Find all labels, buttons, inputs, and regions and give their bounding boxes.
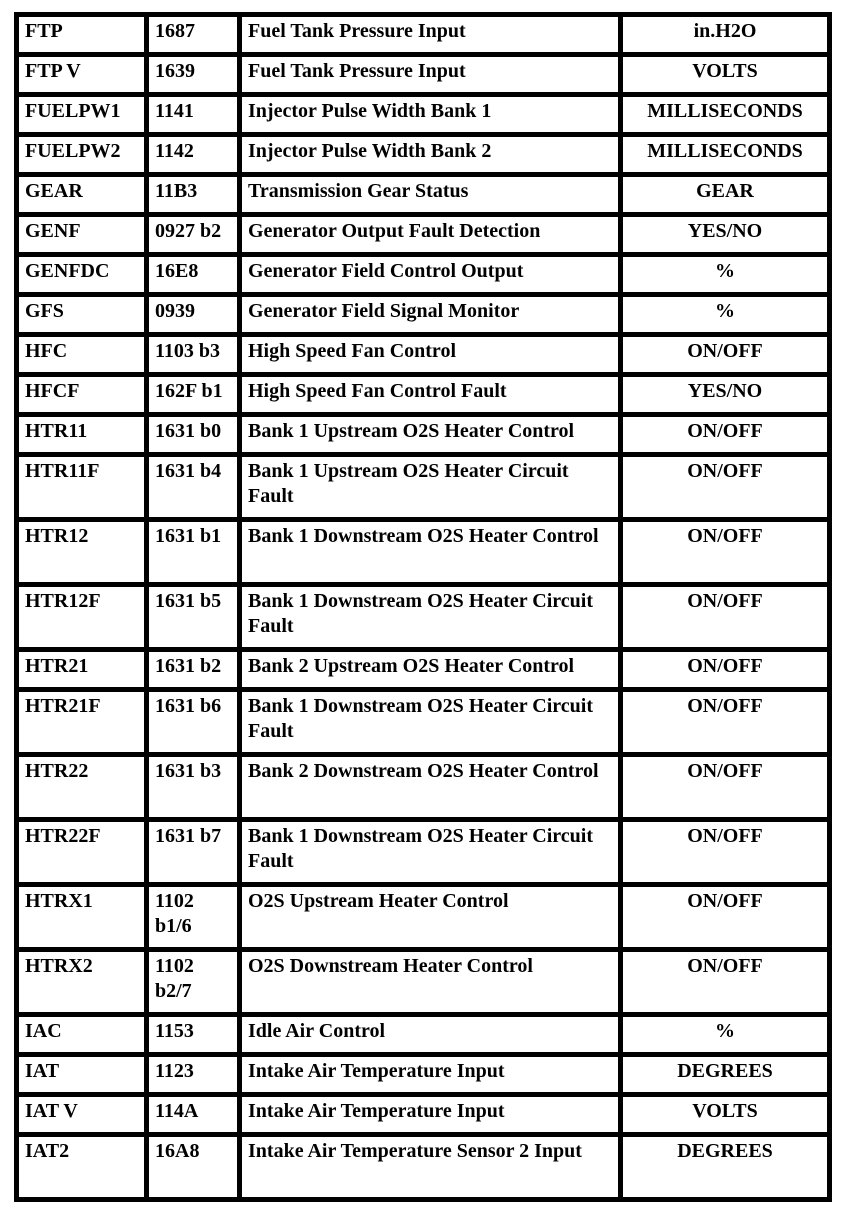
parameter-name-cell: IAC	[19, 1017, 144, 1052]
table-row	[19, 17, 827, 52]
address-cell: 1631 b0	[149, 417, 237, 452]
table-row	[19, 587, 827, 647]
parameter-name-cell: GEAR	[19, 177, 144, 212]
unit-cell: YES/NO	[623, 217, 827, 252]
description-cell: Bank 2 Upstream O2S Heater Control	[242, 652, 618, 687]
parameter-name-cell: HFCF	[19, 377, 144, 412]
description-cell: Fuel Tank Pressure Input	[242, 17, 618, 52]
unit-cell: ON/OFF	[623, 692, 827, 752]
address-cell: 1631 b1	[149, 522, 237, 582]
table-row	[19, 522, 827, 582]
unit-cell: ON/OFF	[623, 587, 827, 647]
unit-cell: ON/OFF	[623, 887, 827, 947]
unit-cell: ON/OFF	[623, 822, 827, 882]
parameter-name-cell: GFS	[19, 297, 144, 332]
parameter-name-cell: HTR22	[19, 757, 144, 817]
address-cell: 1687	[149, 17, 237, 52]
parameter-name-cell: HTRX1	[19, 887, 144, 947]
table-row	[19, 1017, 827, 1052]
table-row	[19, 297, 827, 332]
unit-cell: ON/OFF	[623, 457, 827, 517]
description-cell: Generator Output Fault Detection	[242, 217, 618, 252]
description-cell: Generator Field Control Output	[242, 257, 618, 292]
description-cell: Idle Air Control	[242, 1017, 618, 1052]
description-cell: High Speed Fan Control	[242, 337, 618, 372]
address-cell: 11B3	[149, 177, 237, 212]
table-row	[19, 887, 827, 947]
unit-cell: %	[623, 257, 827, 292]
parameter-name-cell: HTR12F	[19, 587, 144, 647]
description-cell: Bank 1 Downstream O2S Heater Circuit Fault	[242, 692, 618, 752]
unit-cell: VOLTS	[623, 57, 827, 92]
description-cell: Bank 1 Downstream O2S Heater Circuit Fault	[242, 822, 618, 882]
table-row	[19, 417, 827, 452]
description-cell: Injector Pulse Width Bank 1	[242, 97, 618, 132]
table-row	[19, 1137, 827, 1197]
description-cell: Bank 1 Upstream O2S Heater Circuit Fault	[242, 457, 618, 517]
description-cell: O2S Upstream Heater Control	[242, 887, 618, 947]
description-cell: O2S Downstream Heater Control	[242, 952, 618, 1012]
unit-cell: MILLISECONDS	[623, 97, 827, 132]
unit-cell: MILLISECONDS	[623, 137, 827, 172]
table-row	[19, 952, 827, 1012]
parameter-name-cell: HTR11	[19, 417, 144, 452]
address-cell: 114A	[149, 1097, 237, 1132]
address-cell: 1631 b5	[149, 587, 237, 647]
address-cell: 1631 b6	[149, 692, 237, 752]
description-cell: Fuel Tank Pressure Input	[242, 57, 618, 92]
parameter-name-cell: FUELPW1	[19, 97, 144, 132]
description-cell: Intake Air Temperature Input	[242, 1057, 618, 1092]
parameter-name-cell: FUELPW2	[19, 137, 144, 172]
parameter-name-cell: HTR22F	[19, 822, 144, 882]
description-cell: Bank 2 Downstream O2S Heater Control	[242, 757, 618, 817]
table-row	[19, 377, 827, 412]
unit-cell: %	[623, 1017, 827, 1052]
address-cell: 1102 b2/7	[149, 952, 237, 1012]
address-cell: 1631 b3	[149, 757, 237, 817]
unit-cell: %	[623, 297, 827, 332]
parameter-name-cell: GENFDC	[19, 257, 144, 292]
table-row	[19, 1057, 827, 1092]
parameter-name-cell: GENF	[19, 217, 144, 252]
parameter-name-cell: IAT	[19, 1057, 144, 1092]
description-cell: Intake Air Temperature Input	[242, 1097, 618, 1132]
address-cell: 0927 b2	[149, 217, 237, 252]
address-cell: 1639	[149, 57, 237, 92]
parameter-name-cell: FTP V	[19, 57, 144, 92]
parameter-name-cell: IAT V	[19, 1097, 144, 1132]
address-cell: 16E8	[149, 257, 237, 292]
table-row	[19, 822, 827, 882]
table-row	[19, 457, 827, 517]
address-cell: 1102 b1/6	[149, 887, 237, 947]
description-cell: Transmission Gear Status	[242, 177, 618, 212]
table-row	[19, 57, 827, 92]
parameter-name-cell: HTR11F	[19, 457, 144, 517]
table-row	[19, 177, 827, 212]
unit-cell: ON/OFF	[623, 417, 827, 452]
parameter-name-cell: HTRX2	[19, 952, 144, 1012]
description-cell: Intake Air Temperature Sensor 2 Input	[242, 1137, 618, 1197]
table-row	[19, 137, 827, 172]
parameter-name-cell: HTR12	[19, 522, 144, 582]
description-cell: Bank 1 Downstream O2S Heater Control	[242, 522, 618, 582]
unit-cell: VOLTS	[623, 1097, 827, 1132]
address-cell: 1142	[149, 137, 237, 172]
unit-cell: DEGREES	[623, 1057, 827, 1092]
description-cell: Bank 1 Upstream O2S Heater Control	[242, 417, 618, 452]
table-row	[19, 257, 827, 292]
address-cell: 1141	[149, 97, 237, 132]
parameter-name-cell: HTR21	[19, 652, 144, 687]
address-cell: 1631 b7	[149, 822, 237, 882]
table-row	[19, 217, 827, 252]
description-cell: Bank 1 Downstream O2S Heater Circuit Fault	[242, 587, 618, 647]
description-cell: Injector Pulse Width Bank 2	[242, 137, 618, 172]
description-cell: Generator Field Signal Monitor	[242, 297, 618, 332]
address-cell: 1153	[149, 1017, 237, 1052]
unit-cell: in.H2O	[623, 17, 827, 52]
description-cell: High Speed Fan Control Fault	[242, 377, 618, 412]
table-row	[19, 337, 827, 372]
unit-cell: ON/OFF	[623, 952, 827, 1012]
table-row	[19, 757, 827, 817]
parameter-name-cell: HFC	[19, 337, 144, 372]
address-cell: 1123	[149, 1057, 237, 1092]
table-row	[19, 692, 827, 752]
unit-cell: ON/OFF	[623, 337, 827, 372]
table-row	[19, 97, 827, 132]
address-cell: 0939	[149, 297, 237, 332]
unit-cell: YES/NO	[623, 377, 827, 412]
unit-cell: DEGREES	[623, 1137, 827, 1197]
unit-cell: ON/OFF	[623, 652, 827, 687]
address-cell: 1103 b3	[149, 337, 237, 372]
address-cell: 1631 b2	[149, 652, 237, 687]
unit-cell: GEAR	[623, 177, 827, 212]
pid-table	[14, 12, 832, 1202]
table-row	[19, 1097, 827, 1132]
unit-cell: ON/OFF	[623, 757, 827, 817]
address-cell: 16A8	[149, 1137, 237, 1197]
address-cell: 1631 b4	[149, 457, 237, 517]
parameter-name-cell: HTR21F	[19, 692, 144, 752]
unit-cell: ON/OFF	[623, 522, 827, 582]
address-cell: 162F b1	[149, 377, 237, 412]
pid-table-body	[19, 17, 827, 1197]
parameter-name-cell: FTP	[19, 17, 144, 52]
table-row	[19, 652, 827, 687]
parameter-name-cell: IAT2	[19, 1137, 144, 1197]
